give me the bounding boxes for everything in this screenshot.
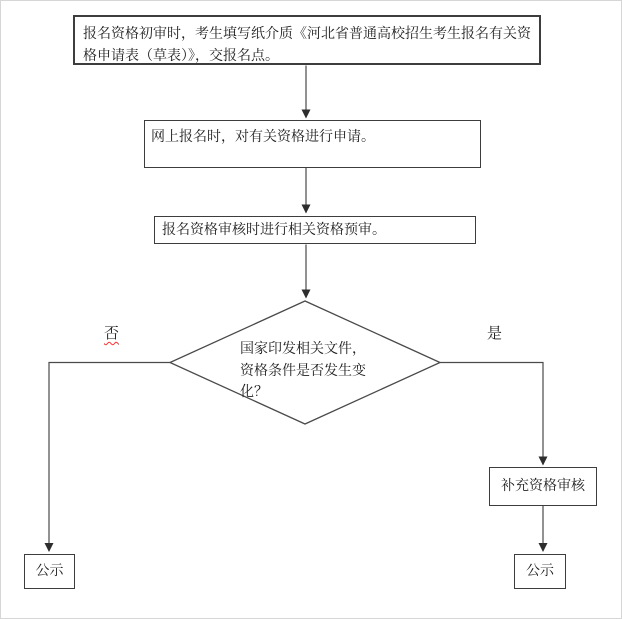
node-initial-review: 报名资格初审时，考生填写纸介质《河北省普通高校招生考生报名有关资格申请表（草表）》，交报名点。 bbox=[73, 15, 541, 65]
node-online-registration: 网上报名时，对有关资格进行申请。 bbox=[144, 120, 481, 168]
node-publicity-right: 公示 bbox=[514, 554, 566, 589]
node-publicity-left: 公示 bbox=[24, 554, 75, 589]
connector-yes-branch bbox=[440, 363, 543, 465]
branch-label-yes: 是 bbox=[487, 324, 503, 342]
node-qualification-review: 报名资格审核时进行相关资格预审。 bbox=[154, 216, 476, 244]
connector-no-branch bbox=[49, 363, 170, 552]
branch-label-no: 否 bbox=[104, 324, 120, 342]
connector-layer bbox=[1, 1, 622, 619]
decision-question-text: 国家印发相关文件，资格条件是否发生变化？ bbox=[240, 341, 366, 400]
node-supplementary-review: 补充资格审核 bbox=[489, 467, 597, 506]
